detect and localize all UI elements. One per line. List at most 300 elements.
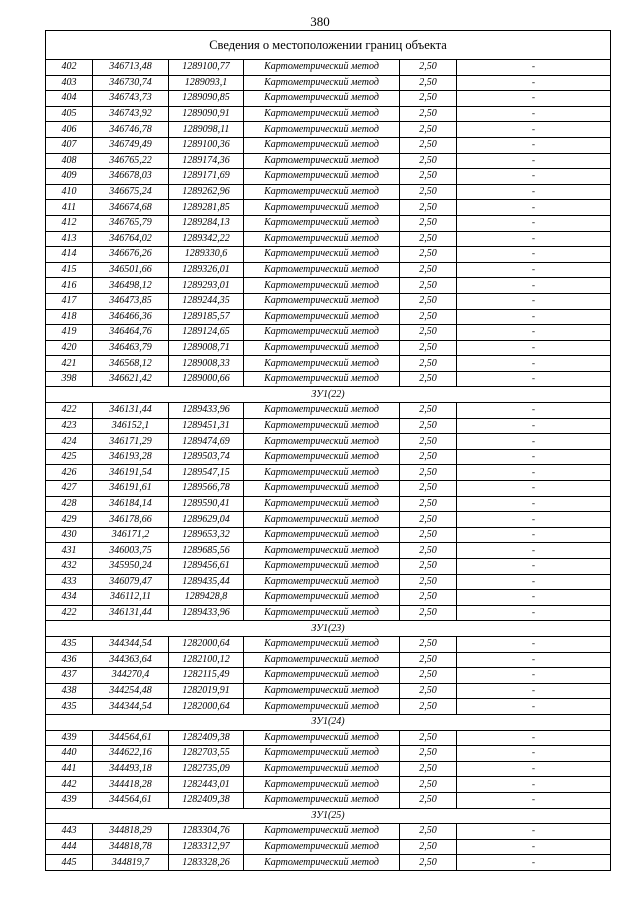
y-coordinate-cell: 1282409,38: [169, 792, 244, 808]
y-coordinate-cell: 1289284,13: [169, 215, 244, 231]
description-cell: -: [457, 824, 611, 840]
method-cell: Картометрический метод: [244, 122, 400, 138]
table-row: [46, 153, 611, 169]
point-number-cell: 443: [46, 824, 93, 840]
x-coordinate-cell: 346621,42: [93, 371, 169, 387]
method-cell: Картометрический метод: [244, 293, 400, 309]
section-label: ЗУ1(25): [46, 808, 611, 824]
point-number-cell: 435: [46, 699, 93, 715]
x-coordinate-cell: 346730,74: [93, 75, 169, 91]
point-number-cell: 398: [46, 371, 93, 387]
accuracy-cell: 2,50: [400, 434, 457, 450]
table-row: [46, 761, 611, 777]
accuracy-cell: 2,50: [400, 325, 457, 341]
method-cell: Картометрический метод: [244, 699, 400, 715]
x-coordinate-cell: 346079,47: [93, 574, 169, 590]
accuracy-cell: 2,50: [400, 481, 457, 497]
method-cell: Картометрический метод: [244, 262, 400, 278]
accuracy-cell: 2,50: [400, 839, 457, 855]
table-row: [46, 262, 611, 278]
table-row: [46, 839, 611, 855]
method-cell: Картометрический метод: [244, 169, 400, 185]
accuracy-cell: 2,50: [400, 200, 457, 216]
point-number-cell: 445: [46, 855, 93, 871]
method-cell: Картометрический метод: [244, 839, 400, 855]
description-cell: -: [457, 512, 611, 528]
accuracy-cell: 2,50: [400, 169, 457, 185]
x-coordinate-cell: 346498,12: [93, 278, 169, 294]
method-cell: Картометрический метод: [244, 247, 400, 263]
description-cell: -: [457, 855, 611, 871]
description-cell: -: [457, 590, 611, 606]
description-cell: -: [457, 683, 611, 699]
point-number-cell: 430: [46, 527, 93, 543]
point-number-cell: 424: [46, 434, 93, 450]
section-row: [46, 387, 611, 403]
y-coordinate-cell: 1289008,71: [169, 340, 244, 356]
description-cell: -: [457, 137, 611, 153]
point-number-cell: 419: [46, 325, 93, 341]
table-title-row: [46, 31, 611, 60]
x-coordinate-cell: 344344,54: [93, 699, 169, 715]
table-row: [46, 278, 611, 294]
section-row: [46, 808, 611, 824]
accuracy-cell: 2,50: [400, 309, 457, 325]
point-number-cell: 434: [46, 590, 93, 606]
accuracy-cell: 2,50: [400, 449, 457, 465]
y-coordinate-cell: 1282115,49: [169, 668, 244, 684]
x-coordinate-cell: 346674,68: [93, 200, 169, 216]
point-number-cell: 416: [46, 278, 93, 294]
method-cell: Картометрический метод: [244, 184, 400, 200]
description-cell: -: [457, 465, 611, 481]
method-cell: Картометрический метод: [244, 527, 400, 543]
y-coordinate-cell: 1289342,22: [169, 231, 244, 247]
accuracy-cell: 2,50: [400, 636, 457, 652]
point-number-cell: 422: [46, 605, 93, 621]
point-number-cell: 410: [46, 184, 93, 200]
x-coordinate-cell: 346464,76: [93, 325, 169, 341]
y-coordinate-cell: 1282000,64: [169, 636, 244, 652]
y-coordinate-cell: 1289456,61: [169, 559, 244, 575]
table-row: [46, 60, 611, 76]
method-cell: Картометрический метод: [244, 574, 400, 590]
x-coordinate-cell: 346765,79: [93, 215, 169, 231]
table-title: Сведения о местоположении границ объекта: [46, 31, 611, 60]
method-cell: Картометрический метод: [244, 496, 400, 512]
y-coordinate-cell: 1289433,96: [169, 403, 244, 419]
point-number-cell: 402: [46, 60, 93, 76]
table-row: [46, 777, 611, 793]
y-coordinate-cell: 1282735,09: [169, 761, 244, 777]
method-cell: Картометрический метод: [244, 231, 400, 247]
y-coordinate-cell: 1282019,91: [169, 683, 244, 699]
point-number-cell: 433: [46, 574, 93, 590]
table-row: [46, 652, 611, 668]
x-coordinate-cell: 344564,61: [93, 792, 169, 808]
y-coordinate-cell: 1289098,11: [169, 122, 244, 138]
accuracy-cell: 2,50: [400, 340, 457, 356]
accuracy-cell: 2,50: [400, 543, 457, 559]
point-number-cell: 421: [46, 356, 93, 372]
table-row: [46, 122, 611, 138]
x-coordinate-cell: 344818,78: [93, 839, 169, 855]
method-cell: Картометрический метод: [244, 824, 400, 840]
x-coordinate-cell: 346678,03: [93, 169, 169, 185]
y-coordinate-cell: 1289093,1: [169, 75, 244, 91]
method-cell: Картометрический метод: [244, 75, 400, 91]
table-row: [46, 746, 611, 762]
method-cell: Картометрический метод: [244, 137, 400, 153]
x-coordinate-cell: 344564,61: [93, 730, 169, 746]
method-cell: Картометрический метод: [244, 325, 400, 341]
point-number-cell: 417: [46, 293, 93, 309]
description-cell: -: [457, 403, 611, 419]
accuracy-cell: 2,50: [400, 262, 457, 278]
table-row: [46, 356, 611, 372]
accuracy-cell: 2,50: [400, 761, 457, 777]
y-coordinate-cell: 1289244,35: [169, 293, 244, 309]
x-coordinate-cell: 346676,26: [93, 247, 169, 263]
description-cell: -: [457, 699, 611, 715]
y-coordinate-cell: 1289435,44: [169, 574, 244, 590]
accuracy-cell: 2,50: [400, 106, 457, 122]
y-coordinate-cell: 1282409,38: [169, 730, 244, 746]
y-coordinate-cell: 1289281,85: [169, 200, 244, 216]
table-row: [46, 309, 611, 325]
description-cell: -: [457, 668, 611, 684]
accuracy-cell: 2,50: [400, 465, 457, 481]
accuracy-cell: 2,50: [400, 590, 457, 606]
point-number-cell: 429: [46, 512, 93, 528]
accuracy-cell: 2,50: [400, 730, 457, 746]
method-cell: Картометрический метод: [244, 683, 400, 699]
y-coordinate-cell: 1282703,55: [169, 746, 244, 762]
point-number-cell: 444: [46, 839, 93, 855]
table-row: [46, 200, 611, 216]
description-cell: -: [457, 340, 611, 356]
method-cell: Картометрический метод: [244, 761, 400, 777]
y-coordinate-cell: 1289326,01: [169, 262, 244, 278]
method-cell: Картометрический метод: [244, 636, 400, 652]
point-number-cell: 408: [46, 153, 93, 169]
point-number-cell: 403: [46, 75, 93, 91]
y-coordinate-cell: 1289547,15: [169, 465, 244, 481]
x-coordinate-cell: 346184,14: [93, 496, 169, 512]
description-cell: -: [457, 215, 611, 231]
accuracy-cell: 2,50: [400, 512, 457, 528]
description-cell: -: [457, 839, 611, 855]
accuracy-cell: 2,50: [400, 231, 457, 247]
accuracy-cell: 2,50: [400, 652, 457, 668]
point-number-cell: 425: [46, 449, 93, 465]
description-cell: -: [457, 527, 611, 543]
y-coordinate-cell: 1289566,78: [169, 481, 244, 497]
accuracy-cell: 2,50: [400, 60, 457, 76]
method-cell: Картометрический метод: [244, 481, 400, 497]
y-coordinate-cell: 1289185,57: [169, 309, 244, 325]
accuracy-cell: 2,50: [400, 215, 457, 231]
point-number-cell: 406: [46, 122, 93, 138]
accuracy-cell: 2,50: [400, 247, 457, 263]
section-row: [46, 714, 611, 730]
x-coordinate-cell: 346131,44: [93, 403, 169, 419]
point-number-cell: 431: [46, 543, 93, 559]
table-row: [46, 403, 611, 419]
accuracy-cell: 2,50: [400, 153, 457, 169]
x-coordinate-cell: 346003,75: [93, 543, 169, 559]
accuracy-cell: 2,50: [400, 293, 457, 309]
y-coordinate-cell: 1289100,77: [169, 60, 244, 76]
description-cell: -: [457, 746, 611, 762]
accuracy-cell: 2,50: [400, 137, 457, 153]
method-cell: Картометрический метод: [244, 746, 400, 762]
method-cell: Картометрический метод: [244, 792, 400, 808]
y-coordinate-cell: 1282000,64: [169, 699, 244, 715]
table-row: [46, 636, 611, 652]
page-number: 380: [310, 14, 330, 29]
point-number-cell: 423: [46, 418, 93, 434]
method-cell: Картометрический метод: [244, 418, 400, 434]
description-cell: -: [457, 325, 611, 341]
accuracy-cell: 2,50: [400, 122, 457, 138]
method-cell: Картометрический метод: [244, 356, 400, 372]
table-row: [46, 465, 611, 481]
table-row: [46, 75, 611, 91]
method-cell: Картометрический метод: [244, 730, 400, 746]
y-coordinate-cell: 1289008,33: [169, 356, 244, 372]
x-coordinate-cell: 345950,24: [93, 559, 169, 575]
method-cell: Картометрический метод: [244, 559, 400, 575]
x-coordinate-cell: 346749,49: [93, 137, 169, 153]
point-number-cell: 440: [46, 746, 93, 762]
x-coordinate-cell: 346764,02: [93, 231, 169, 247]
y-coordinate-cell: 1283304,76: [169, 824, 244, 840]
table-row: [46, 683, 611, 699]
section-label: ЗУ1(23): [46, 621, 611, 637]
accuracy-cell: 2,50: [400, 824, 457, 840]
point-number-cell: 404: [46, 91, 93, 107]
method-cell: Картометрический метод: [244, 106, 400, 122]
x-coordinate-cell: 346713,48: [93, 60, 169, 76]
y-coordinate-cell: 1289174,36: [169, 153, 244, 169]
y-coordinate-cell: 1289090,91: [169, 106, 244, 122]
description-cell: -: [457, 418, 611, 434]
accuracy-cell: 2,50: [400, 668, 457, 684]
table-row: [46, 527, 611, 543]
table-row: [46, 559, 611, 575]
accuracy-cell: 2,50: [400, 184, 457, 200]
accuracy-cell: 2,50: [400, 683, 457, 699]
description-cell: -: [457, 200, 611, 216]
accuracy-cell: 2,50: [400, 403, 457, 419]
method-cell: Картометрический метод: [244, 215, 400, 231]
description-cell: -: [457, 449, 611, 465]
method-cell: Картометрический метод: [244, 855, 400, 871]
table-row: [46, 340, 611, 356]
description-cell: -: [457, 481, 611, 497]
section-label: ЗУ1(22): [46, 387, 611, 403]
table-row: [46, 371, 611, 387]
description-cell: -: [457, 153, 611, 169]
table-row: [46, 418, 611, 434]
point-number-cell: 436: [46, 652, 93, 668]
x-coordinate-cell: 344270,4: [93, 668, 169, 684]
x-coordinate-cell: 344819,7: [93, 855, 169, 871]
x-coordinate-cell: 346675,24: [93, 184, 169, 200]
y-coordinate-cell: 1289428,8: [169, 590, 244, 606]
accuracy-cell: 2,50: [400, 418, 457, 434]
point-number-cell: 428: [46, 496, 93, 512]
description-cell: -: [457, 247, 611, 263]
y-coordinate-cell: 1289100,36: [169, 137, 244, 153]
x-coordinate-cell: 346171,2: [93, 527, 169, 543]
table-row: [46, 325, 611, 341]
method-cell: Картометрический метод: [244, 278, 400, 294]
x-coordinate-cell: 344818,29: [93, 824, 169, 840]
method-cell: Картометрический метод: [244, 434, 400, 450]
y-coordinate-cell: 1289262,96: [169, 184, 244, 200]
method-cell: Картометрический метод: [244, 777, 400, 793]
table-row: [46, 855, 611, 871]
accuracy-cell: 2,50: [400, 746, 457, 762]
table-row: [46, 496, 611, 512]
method-cell: Картометрический метод: [244, 590, 400, 606]
method-cell: Картометрический метод: [244, 200, 400, 216]
y-coordinate-cell: 1289474,69: [169, 434, 244, 450]
accuracy-cell: 2,50: [400, 792, 457, 808]
accuracy-cell: 2,50: [400, 574, 457, 590]
method-cell: Картометрический метод: [244, 371, 400, 387]
method-cell: Картометрический метод: [244, 512, 400, 528]
y-coordinate-cell: 1289090,85: [169, 91, 244, 107]
table-row: [46, 481, 611, 497]
description-cell: -: [457, 605, 611, 621]
y-coordinate-cell: 1289503,74: [169, 449, 244, 465]
point-number-cell: 439: [46, 792, 93, 808]
point-number-cell: 412: [46, 215, 93, 231]
point-number-cell: 418: [46, 309, 93, 325]
x-coordinate-cell: 346112,11: [93, 590, 169, 606]
point-number-cell: 405: [46, 106, 93, 122]
table-row: [46, 824, 611, 840]
description-cell: -: [457, 184, 611, 200]
accuracy-cell: 2,50: [400, 371, 457, 387]
x-coordinate-cell: 346193,28: [93, 449, 169, 465]
y-coordinate-cell: 1289000,66: [169, 371, 244, 387]
section-label: ЗУ1(24): [46, 714, 611, 730]
method-cell: Картометрический метод: [244, 91, 400, 107]
method-cell: Картометрический метод: [244, 449, 400, 465]
y-coordinate-cell: 1283328,26: [169, 855, 244, 871]
table-row: [46, 137, 611, 153]
x-coordinate-cell: 344344,54: [93, 636, 169, 652]
accuracy-cell: 2,50: [400, 777, 457, 793]
section-row: [46, 621, 611, 637]
description-cell: -: [457, 75, 611, 91]
point-number-cell: 438: [46, 683, 93, 699]
y-coordinate-cell: 1282100,12: [169, 652, 244, 668]
y-coordinate-cell: 1289124,65: [169, 325, 244, 341]
x-coordinate-cell: 344418,28: [93, 777, 169, 793]
table-row: [46, 247, 611, 263]
accuracy-cell: 2,50: [400, 699, 457, 715]
description-cell: -: [457, 60, 611, 76]
point-number-cell: 437: [46, 668, 93, 684]
x-coordinate-cell: 346765,22: [93, 153, 169, 169]
point-number-cell: 439: [46, 730, 93, 746]
description-cell: -: [457, 356, 611, 372]
x-coordinate-cell: 344254,48: [93, 683, 169, 699]
method-cell: Картометрический метод: [244, 668, 400, 684]
description-cell: -: [457, 636, 611, 652]
description-cell: -: [457, 262, 611, 278]
y-coordinate-cell: 1289629,04: [169, 512, 244, 528]
x-coordinate-cell: 346131,44: [93, 605, 169, 621]
description-cell: -: [457, 792, 611, 808]
point-number-cell: 407: [46, 137, 93, 153]
description-cell: -: [457, 652, 611, 668]
description-cell: -: [457, 293, 611, 309]
point-number-cell: 422: [46, 403, 93, 419]
table-row: [46, 434, 611, 450]
description-cell: -: [457, 371, 611, 387]
x-coordinate-cell: 346152,1: [93, 418, 169, 434]
y-coordinate-cell: 1289653,32: [169, 527, 244, 543]
table-row: [46, 605, 611, 621]
table-row: [46, 169, 611, 185]
description-cell: -: [457, 496, 611, 512]
point-number-cell: 441: [46, 761, 93, 777]
point-number-cell: 432: [46, 559, 93, 575]
description-cell: -: [457, 777, 611, 793]
point-number-cell: 442: [46, 777, 93, 793]
x-coordinate-cell: 346473,85: [93, 293, 169, 309]
point-number-cell: 411: [46, 200, 93, 216]
method-cell: Картометрический метод: [244, 60, 400, 76]
table-row: [46, 543, 611, 559]
accuracy-cell: 2,50: [400, 278, 457, 294]
y-coordinate-cell: 1282443,01: [169, 777, 244, 793]
description-cell: -: [457, 761, 611, 777]
y-coordinate-cell: 1289590,41: [169, 496, 244, 512]
x-coordinate-cell: 346463,79: [93, 340, 169, 356]
point-number-cell: 426: [46, 465, 93, 481]
accuracy-cell: 2,50: [400, 75, 457, 91]
description-cell: -: [457, 169, 611, 185]
table-row: [46, 730, 611, 746]
description-cell: -: [457, 231, 611, 247]
point-number-cell: 409: [46, 169, 93, 185]
accuracy-cell: 2,50: [400, 855, 457, 871]
accuracy-cell: 2,50: [400, 559, 457, 575]
point-number-cell: 427: [46, 481, 93, 497]
description-cell: -: [457, 91, 611, 107]
point-number-cell: 414: [46, 247, 93, 263]
table-row: [46, 293, 611, 309]
description-cell: -: [457, 559, 611, 575]
method-cell: Картометрический метод: [244, 153, 400, 169]
description-cell: -: [457, 543, 611, 559]
y-coordinate-cell: 1289685,56: [169, 543, 244, 559]
y-coordinate-cell: 1289330,6: [169, 247, 244, 263]
description-cell: -: [457, 574, 611, 590]
description-cell: -: [457, 278, 611, 294]
x-coordinate-cell: 346191,54: [93, 465, 169, 481]
x-coordinate-cell: 346466,36: [93, 309, 169, 325]
x-coordinate-cell: 346746,78: [93, 122, 169, 138]
point-number-cell: 415: [46, 262, 93, 278]
